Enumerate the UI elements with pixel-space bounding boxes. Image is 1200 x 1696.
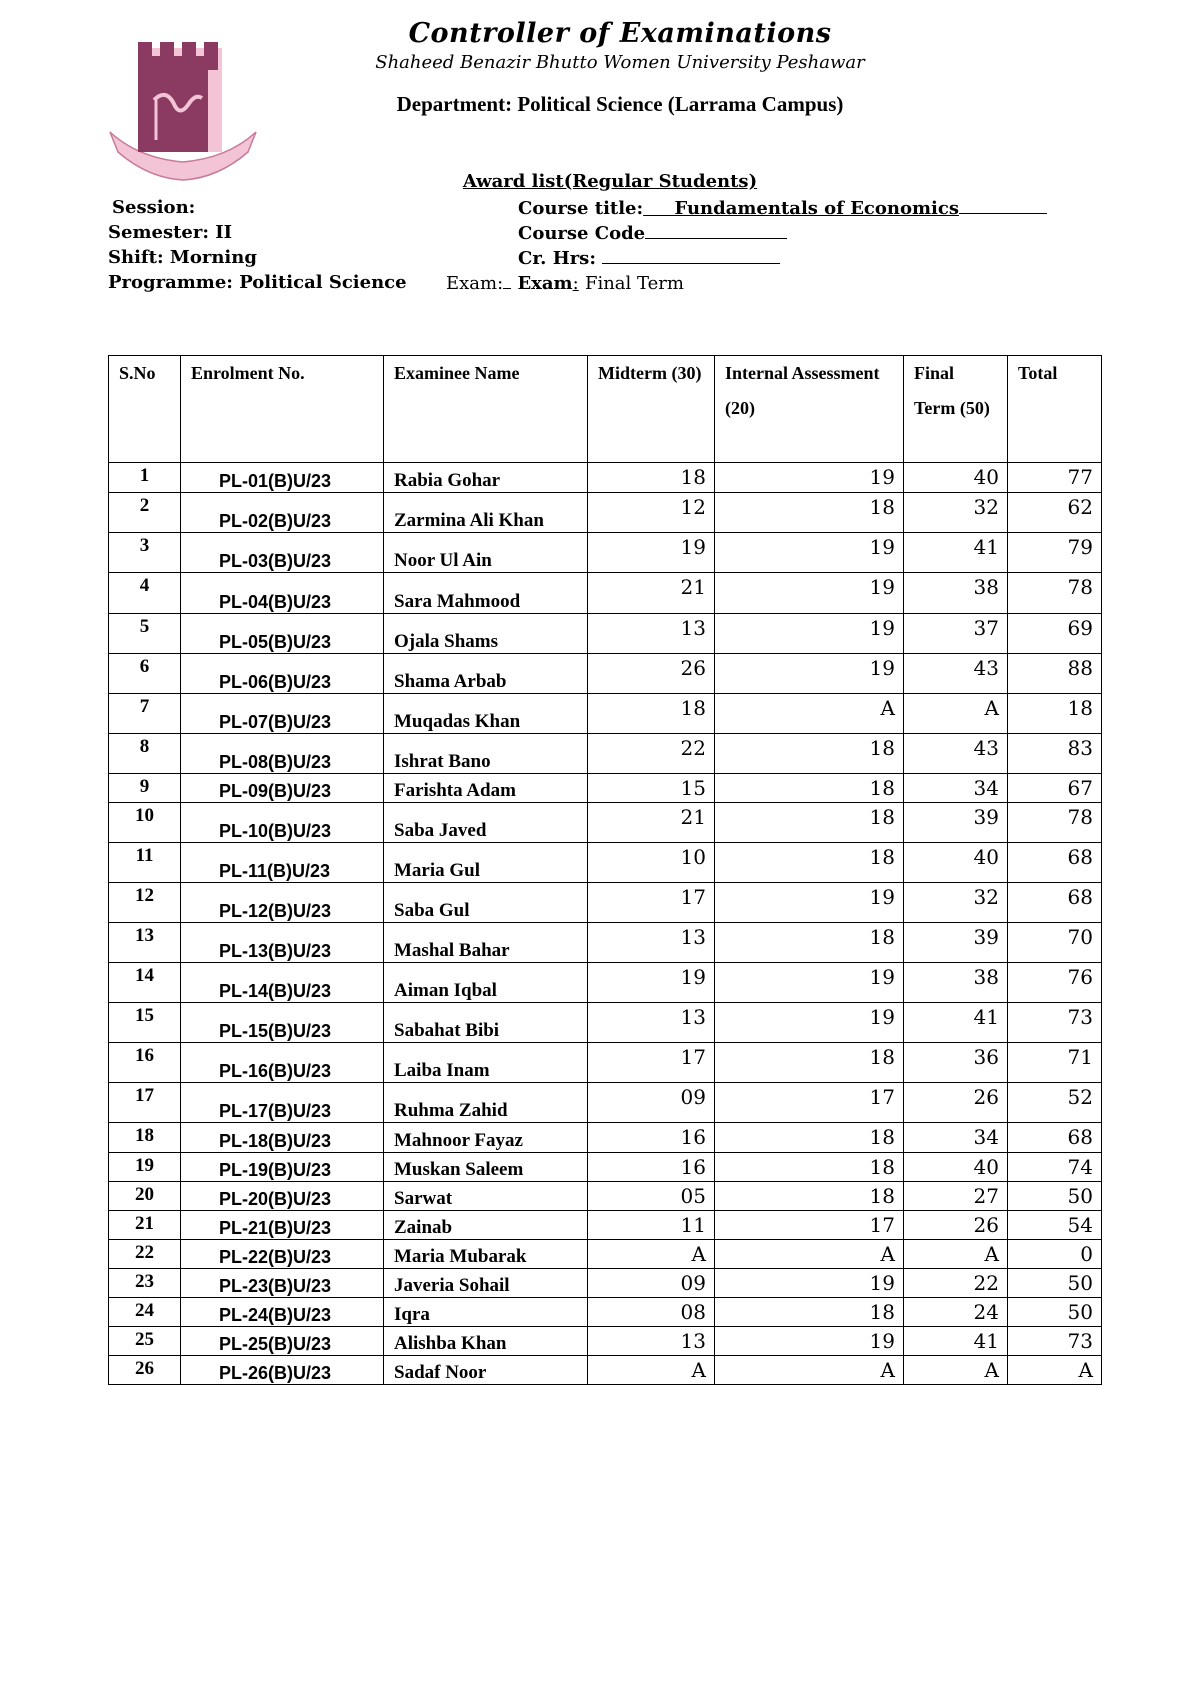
examinee-name-cell: Laiba Inam: [384, 1043, 588, 1083]
table-row: [109, 774, 1102, 803]
course-code-underline: [645, 222, 787, 239]
total-cell: 71: [1008, 1043, 1102, 1083]
total-cell: 83: [1008, 734, 1102, 774]
serial-number-cell: 24: [109, 1298, 181, 1327]
table-row: [109, 1240, 1102, 1269]
table-row: [109, 1327, 1102, 1356]
serial-number-cell: 7: [109, 694, 181, 734]
serial-number-cell: 26: [109, 1356, 181, 1385]
midterm-cell: 16: [588, 1123, 715, 1153]
internal-assessment-cell: 19: [715, 963, 904, 1003]
header-internal: Internal Assessment (20): [715, 356, 904, 463]
internal-assessment-cell: 18: [715, 923, 904, 963]
header-final: Final Term (50): [904, 356, 1008, 463]
serial-number-cell: 23: [109, 1269, 181, 1298]
enrolment-cell: PL-22(B)U/23: [181, 1240, 384, 1269]
table-row: [109, 923, 1102, 963]
table-row: [109, 1182, 1102, 1211]
course-title-underline: [959, 197, 1047, 214]
midterm-cell: 19: [588, 963, 715, 1003]
enrolment-cell: PL-02(B)U/23: [181, 493, 384, 533]
serial-number-cell: 25: [109, 1327, 181, 1356]
internal-assessment-cell: 19: [715, 463, 904, 493]
serial-number-cell: 2: [109, 493, 181, 533]
serial-number-cell: 13: [109, 923, 181, 963]
examinee-name-cell: Aiman Iqbal: [384, 963, 588, 1003]
midterm-cell: A: [588, 1356, 715, 1385]
enrolment-cell: PL-19(B)U/23: [181, 1153, 384, 1182]
department-heading: Department: Political Science (Larrama Campus): [396, 92, 844, 116]
enrolment-cell: PL-07(B)U/23: [181, 694, 384, 734]
internal-assessment-cell: 18: [715, 774, 904, 803]
header-name: Examinee Name: [384, 356, 588, 463]
total-cell: 50: [1008, 1298, 1102, 1327]
university-name: Shaheed Benazir Bhutto Women University Peshawar: [375, 52, 865, 73]
enrolment-cell: PL-14(B)U/23: [181, 963, 384, 1003]
internal-assessment-cell: 19: [715, 654, 904, 694]
examinee-name-cell: Sarwat: [384, 1182, 588, 1211]
total-cell: 0: [1008, 1240, 1102, 1269]
table-row: [109, 1003, 1102, 1043]
total-cell: 79: [1008, 533, 1102, 573]
internal-assessment-cell: A: [715, 1356, 904, 1385]
total-cell: 62: [1008, 493, 1102, 533]
table-row: [109, 1153, 1102, 1182]
enrolment-cell: PL-24(B)U/23: [181, 1298, 384, 1327]
internal-assessment-cell: 18: [715, 1153, 904, 1182]
award-table: [108, 355, 1102, 1385]
exam-label-1: Exam:: [446, 273, 504, 294]
serial-number-cell: 1: [109, 463, 181, 493]
total-cell: 77: [1008, 463, 1102, 493]
enrolment-cell: PL-21(B)U/23: [181, 1211, 384, 1240]
midterm-cell: 18: [588, 463, 715, 493]
table-row: [109, 533, 1102, 573]
final-term-cell: 43: [904, 734, 1008, 774]
enrolment-cell: PL-18(B)U/23: [181, 1123, 384, 1153]
serial-number-cell: 17: [109, 1083, 181, 1123]
header-sno: S.No: [109, 356, 181, 463]
table-row: [109, 694, 1102, 734]
table-row: [109, 963, 1102, 1003]
final-term-cell: 32: [904, 493, 1008, 533]
final-term-cell: 41: [904, 533, 1008, 573]
midterm-cell: 22: [588, 734, 715, 774]
course-title-line: [518, 197, 1047, 219]
examinee-name-cell: Ishrat Bano: [384, 734, 588, 774]
final-term-cell: 37: [904, 614, 1008, 654]
serial-number-cell: 16: [109, 1043, 181, 1083]
midterm-cell: 16: [588, 1153, 715, 1182]
examinee-name-cell: Farishta Adam: [384, 774, 588, 803]
cr-hrs-label: Cr. Hrs:: [518, 248, 596, 269]
examinee-name-cell: Ojala Shams: [384, 614, 588, 654]
midterm-cell: 15: [588, 774, 715, 803]
internal-assessment-cell: 18: [715, 1043, 904, 1083]
midterm-cell: A: [588, 1240, 715, 1269]
total-cell: 78: [1008, 803, 1102, 843]
serial-number-cell: 6: [109, 654, 181, 694]
enrolment-cell: PL-11(B)U/23: [181, 843, 384, 883]
session-label: Session:: [112, 197, 196, 218]
examinee-name-cell: Javeria Sohail: [384, 1269, 588, 1298]
table-row: [109, 1356, 1102, 1385]
enrolment-cell: PL-10(B)U/23: [181, 803, 384, 843]
enrolment-cell: PL-25(B)U/23: [181, 1327, 384, 1356]
total-cell: 73: [1008, 1327, 1102, 1356]
shift-value: Morning: [169, 247, 257, 268]
serial-number-cell: 18: [109, 1123, 181, 1153]
total-cell: 76: [1008, 963, 1102, 1003]
total-cell: 67: [1008, 774, 1102, 803]
programme-label: Programme:: [108, 272, 233, 293]
serial-number-cell: 4: [109, 573, 181, 614]
enrolment-cell: PL-04(B)U/23: [181, 573, 384, 614]
table-row: [109, 843, 1102, 883]
final-term-cell: 22: [904, 1269, 1008, 1298]
examinee-name-cell: Mahnoor Fayaz: [384, 1123, 588, 1153]
internal-assessment-cell: 18: [715, 803, 904, 843]
enrolment-cell: PL-20(B)U/23: [181, 1182, 384, 1211]
programme-line: [108, 272, 407, 293]
internal-assessment-cell: A: [715, 1240, 904, 1269]
midterm-cell: 12: [588, 493, 715, 533]
midterm-cell: 18: [588, 694, 715, 734]
internal-assessment-cell: 19: [715, 883, 904, 923]
serial-number-cell: 9: [109, 774, 181, 803]
midterm-cell: 13: [588, 1327, 715, 1356]
enrolment-cell: PL-13(B)U/23: [181, 923, 384, 963]
course-title-label: Course title:: [518, 198, 644, 219]
serial-number-cell: 20: [109, 1182, 181, 1211]
internal-assessment-cell: 18: [715, 734, 904, 774]
table-header-row: [109, 356, 1102, 463]
final-term-cell: A: [904, 1240, 1008, 1269]
final-term-cell: 36: [904, 1043, 1008, 1083]
enrolment-cell: PL-03(B)U/23: [181, 533, 384, 573]
final-term-cell: 43: [904, 654, 1008, 694]
table-row: [109, 654, 1102, 694]
examinee-name-cell: Iqra: [384, 1298, 588, 1327]
enrolment-cell: PL-17(B)U/23: [181, 1083, 384, 1123]
examinee-name-cell: Muqadas Khan: [384, 694, 588, 734]
examinee-name-cell: Saba Gul: [384, 883, 588, 923]
midterm-cell: 19: [588, 533, 715, 573]
total-cell: 50: [1008, 1182, 1102, 1211]
table-row: [109, 883, 1102, 923]
midterm-cell: 21: [588, 573, 715, 614]
internal-assessment-cell: 18: [715, 493, 904, 533]
enrolment-cell: PL-06(B)U/23: [181, 654, 384, 694]
shift-label: Shift:: [108, 247, 164, 268]
internal-assessment-cell: 17: [715, 1083, 904, 1123]
course-title-value: Fundamentals of Economics: [674, 198, 959, 219]
examinee-name-cell: Shama Arbab: [384, 654, 588, 694]
university-logo-icon: [108, 40, 258, 190]
table-row: [109, 1298, 1102, 1327]
serial-number-cell: 19: [109, 1153, 181, 1182]
internal-assessment-cell: 19: [715, 1003, 904, 1043]
midterm-cell: 13: [588, 923, 715, 963]
final-term-cell: 40: [904, 843, 1008, 883]
examinee-name-cell: Muskan Saleem: [384, 1153, 588, 1182]
final-term-cell: 40: [904, 1153, 1008, 1182]
semester-line: [108, 222, 232, 243]
final-term-cell: 38: [904, 573, 1008, 614]
final-term-cell: 41: [904, 1327, 1008, 1356]
exam-line: Exam: Exam: Final Term: [446, 273, 684, 294]
midterm-cell: 17: [588, 883, 715, 923]
midterm-cell: 17: [588, 1043, 715, 1083]
serial-number-cell: 22: [109, 1240, 181, 1269]
midterm-cell: 11: [588, 1211, 715, 1240]
serial-number-cell: 5: [109, 614, 181, 654]
exam-label-2: Exam: [517, 273, 573, 294]
table-row: [109, 734, 1102, 774]
enrolment-cell: PL-09(B)U/23: [181, 774, 384, 803]
shift-line: [108, 247, 257, 268]
examinee-name-cell: Saba Javed: [384, 803, 588, 843]
total-cell: 18: [1008, 694, 1102, 734]
enrolment-cell: PL-15(B)U/23: [181, 1003, 384, 1043]
total-cell: 50: [1008, 1269, 1102, 1298]
examinee-name-cell: Noor Ul Ain: [384, 533, 588, 573]
header-total: Total: [1008, 356, 1102, 463]
table-row: [109, 463, 1102, 493]
internal-assessment-cell: 17: [715, 1211, 904, 1240]
final-term-cell: 40: [904, 463, 1008, 493]
final-term-cell: 38: [904, 963, 1008, 1003]
total-cell: A: [1008, 1356, 1102, 1385]
enrolment-cell: PL-01(B)U/23: [181, 463, 384, 493]
examinee-name-cell: Zainab: [384, 1211, 588, 1240]
total-cell: 69: [1008, 614, 1102, 654]
midterm-cell: 09: [588, 1269, 715, 1298]
internal-assessment-cell: 19: [715, 533, 904, 573]
serial-number-cell: 21: [109, 1211, 181, 1240]
total-cell: 73: [1008, 1003, 1102, 1043]
table-row: [109, 1083, 1102, 1123]
serial-number-cell: 14: [109, 963, 181, 1003]
examinee-name-cell: Maria Mubarak: [384, 1240, 588, 1269]
total-cell: 78: [1008, 573, 1102, 614]
final-term-cell: 39: [904, 923, 1008, 963]
total-cell: 68: [1008, 1123, 1102, 1153]
table-row: [109, 1211, 1102, 1240]
serial-number-cell: 10: [109, 803, 181, 843]
final-term-cell: 39: [904, 803, 1008, 843]
cr-hrs-line: [518, 247, 780, 269]
serial-number-cell: 12: [109, 883, 181, 923]
final-term-cell: 26: [904, 1083, 1008, 1123]
total-cell: 70: [1008, 923, 1102, 963]
final-term-cell: 34: [904, 1123, 1008, 1153]
total-cell: 52: [1008, 1083, 1102, 1123]
serial-number-cell: 11: [109, 843, 181, 883]
internal-assessment-cell: 18: [715, 1298, 904, 1327]
examinee-name-cell: Ruhma Zahid: [384, 1083, 588, 1123]
final-term-cell: 34: [904, 774, 1008, 803]
total-cell: 88: [1008, 654, 1102, 694]
internal-assessment-cell: 19: [715, 1269, 904, 1298]
exam-value: Final Term: [584, 273, 684, 294]
internal-assessment-cell: A: [715, 694, 904, 734]
midterm-cell: 13: [588, 614, 715, 654]
internal-assessment-cell: 18: [715, 1182, 904, 1211]
table-row: [109, 614, 1102, 654]
examinee-name-cell: Maria Gul: [384, 843, 588, 883]
award-table-body: [109, 463, 1102, 1385]
examinee-name-cell: Alishba Khan: [384, 1327, 588, 1356]
table-row: [109, 493, 1102, 533]
internal-assessment-cell: 19: [715, 573, 904, 614]
course-code-line: [518, 222, 787, 244]
table-row: [109, 1043, 1102, 1083]
enrolment-cell: PL-26(B)U/23: [181, 1356, 384, 1385]
total-cell: 68: [1008, 843, 1102, 883]
final-term-cell: A: [904, 1356, 1008, 1385]
internal-assessment-cell: 19: [715, 1327, 904, 1356]
total-cell: 54: [1008, 1211, 1102, 1240]
table-row: [109, 573, 1102, 614]
serial-number-cell: 3: [109, 533, 181, 573]
midterm-cell: 09: [588, 1083, 715, 1123]
final-term-cell: A: [904, 694, 1008, 734]
examinee-name-cell: Sara Mahmood: [384, 573, 588, 614]
final-term-cell: 41: [904, 1003, 1008, 1043]
final-term-cell: 32: [904, 883, 1008, 923]
header-enrolment: Enrolment No.: [181, 356, 384, 463]
final-term-cell: 26: [904, 1211, 1008, 1240]
midterm-cell: 05: [588, 1182, 715, 1211]
enrolment-cell: PL-16(B)U/23: [181, 1043, 384, 1083]
course-code-label: Course Code: [518, 223, 646, 244]
enrolment-cell: PL-08(B)U/23: [181, 734, 384, 774]
serial-number-cell: 15: [109, 1003, 181, 1043]
examinee-name-cell: Zarmina Ali Khan: [384, 493, 588, 533]
header-midterm: Midterm (30): [588, 356, 715, 463]
final-term-cell: 24: [904, 1298, 1008, 1327]
enrolment-cell: PL-05(B)U/23: [181, 614, 384, 654]
internal-assessment-cell: 18: [715, 843, 904, 883]
table-row: [109, 1123, 1102, 1153]
internal-assessment-cell: 19: [715, 614, 904, 654]
examinee-name-cell: Sabahat Bibi: [384, 1003, 588, 1043]
midterm-cell: 10: [588, 843, 715, 883]
award-list-title: Award list(Regular Students): [462, 171, 758, 192]
programme-value: Political Science: [239, 272, 407, 293]
cr-hrs-underline: [602, 247, 780, 264]
final-term-cell: 27: [904, 1182, 1008, 1211]
examinee-name-cell: Mashal Bahar: [384, 923, 588, 963]
enrolment-cell: PL-12(B)U/23: [181, 883, 384, 923]
table-row: [109, 803, 1102, 843]
page-title: Controller of Examinations: [408, 18, 832, 49]
midterm-cell: 21: [588, 803, 715, 843]
examinee-name-cell: Rabia Gohar: [384, 463, 588, 493]
midterm-cell: 26: [588, 654, 715, 694]
total-cell: 68: [1008, 883, 1102, 923]
table-row: [109, 1269, 1102, 1298]
midterm-cell: 13: [588, 1003, 715, 1043]
internal-assessment-cell: 18: [715, 1123, 904, 1153]
semester-label: Semester:: [108, 222, 209, 243]
examinee-name-cell: Sadaf Noor: [384, 1356, 588, 1385]
session-line: [112, 197, 195, 218]
serial-number-cell: 8: [109, 734, 181, 774]
enrolment-cell: PL-23(B)U/23: [181, 1269, 384, 1298]
midterm-cell: 08: [588, 1298, 715, 1327]
total-cell: 74: [1008, 1153, 1102, 1182]
semester-value: II: [215, 222, 233, 243]
